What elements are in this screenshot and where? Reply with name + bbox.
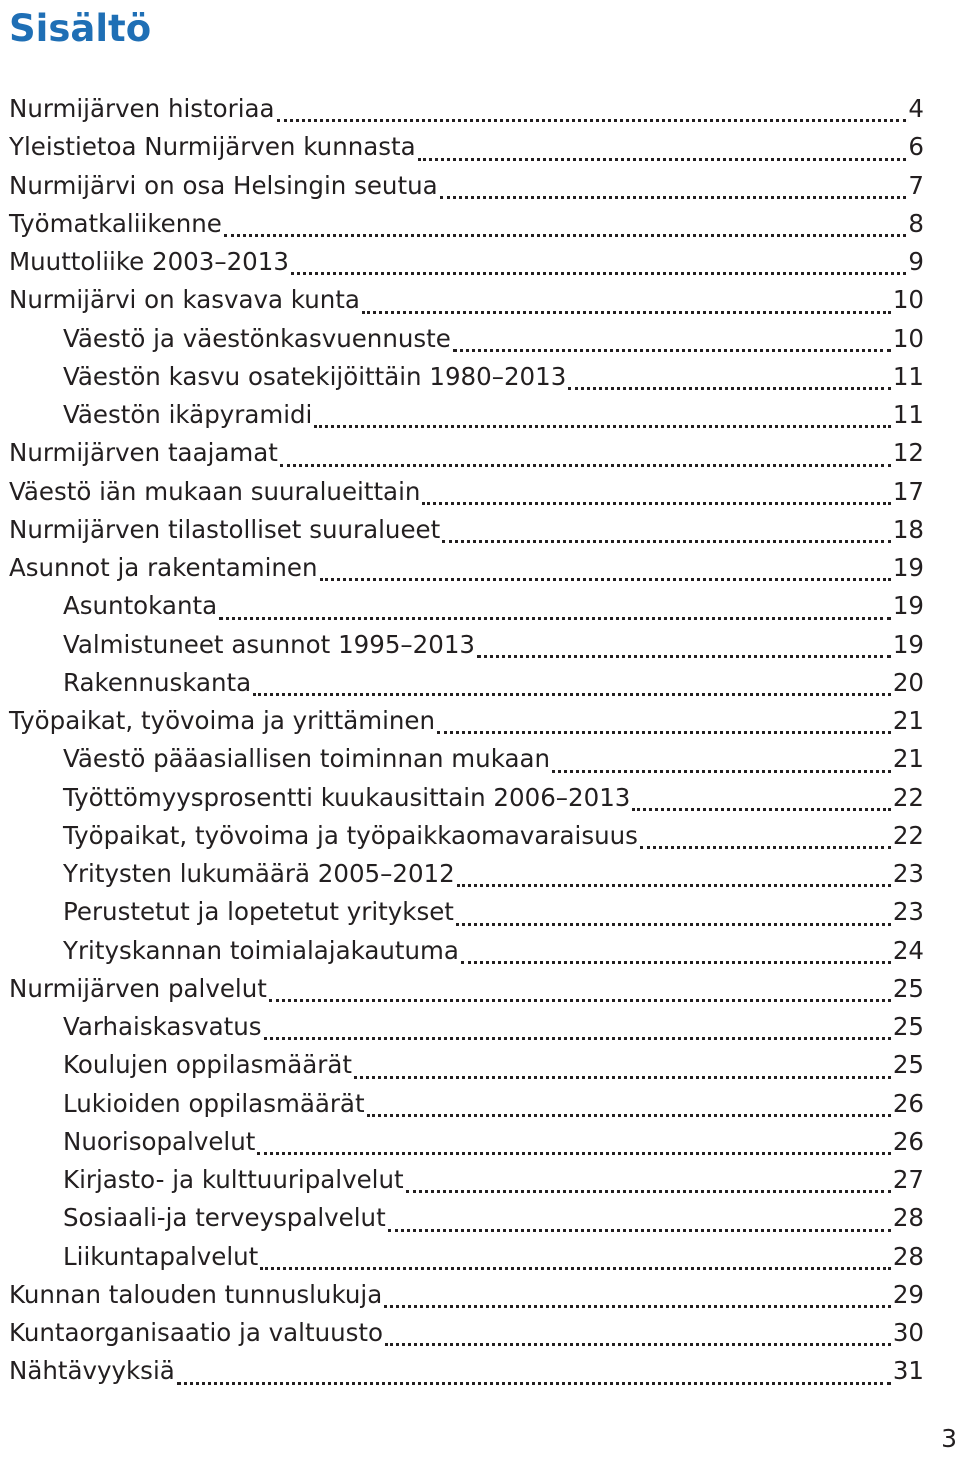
dot-leader bbox=[320, 554, 891, 581]
toc-entry-label: Kirjasto- ja kulttuuripalvelut bbox=[63, 1165, 404, 1194]
toc-entry-label: Kunnan talouden tunnuslukuja bbox=[9, 1279, 383, 1309]
toc-entry[interactable] bbox=[0, 434, 924, 472]
toc-entry-label: Nuorisopalvelut bbox=[63, 1126, 256, 1156]
toc-entry-page: 22 bbox=[892, 782, 924, 812]
dot-leader bbox=[257, 1128, 890, 1155]
toc-entry-page: 20 bbox=[892, 667, 924, 697]
toc-entry-label: Väestön ikäpyramidi bbox=[63, 400, 313, 429]
toc-entry-label: Nurmijärven taajamat bbox=[9, 438, 278, 468]
toc-entry-label: Väestön kasvu osatekijöittäin 1980–2013 bbox=[63, 361, 567, 391]
toc-entry[interactable] bbox=[0, 740, 924, 778]
toc-entry-label: Yritysten lukumäärä 2005–2012 bbox=[63, 859, 455, 888]
toc-entry-label: Nähtävyyksiä bbox=[9, 1356, 175, 1386]
toc-entry-label: Väestö pääasiallisen toiminnan mukaan bbox=[63, 744, 551, 774]
dot-leader bbox=[418, 134, 907, 161]
toc-entry[interactable] bbox=[0, 473, 924, 511]
toc-entry-label: Nurmijärven tilastolliset suuralueet bbox=[9, 514, 441, 544]
toc-entry-label: Perustetut ja lopetetut yritykset bbox=[63, 897, 454, 927]
dot-leader bbox=[384, 1281, 891, 1308]
toc-entry-page: 9 bbox=[908, 247, 924, 276]
toc-entry-page: 17 bbox=[892, 476, 924, 506]
toc-entry[interactable] bbox=[0, 281, 924, 319]
toc-entry-page: 10 bbox=[892, 285, 924, 315]
toc-entry-label: Sosiaali-ja terveyspalvelut bbox=[63, 1203, 386, 1233]
toc-entry[interactable] bbox=[0, 128, 924, 166]
toc-entry-label: Asunnot ja rakentaminen bbox=[9, 553, 318, 582]
toc-entry-page: 11 bbox=[892, 361, 924, 391]
dot-leader bbox=[440, 172, 907, 199]
toc-entry-page: 11 bbox=[892, 400, 924, 429]
toc-entry-label: Asuntokanta bbox=[63, 591, 218, 621]
toc-entry-page: 10 bbox=[892, 323, 924, 353]
dot-leader bbox=[253, 669, 891, 696]
page-title: Sisältö bbox=[9, 7, 152, 50]
toc-entry-label: Työttömyysprosentti kuukausittain 2006–2013 bbox=[63, 782, 631, 812]
toc-entry[interactable] bbox=[0, 1085, 924, 1123]
toc-entry-label: Nurmijärvi on kasvava kunta bbox=[9, 285, 360, 315]
dot-leader bbox=[632, 784, 890, 811]
dot-leader bbox=[260, 1243, 891, 1270]
toc-entry-page: 29 bbox=[892, 1279, 924, 1309]
table-of-contents bbox=[0, 90, 960, 1391]
toc-entry[interactable] bbox=[0, 1008, 924, 1046]
toc-entry-label: Rakennuskanta bbox=[63, 667, 252, 697]
toc-entry[interactable] bbox=[0, 549, 924, 587]
dot-leader bbox=[219, 593, 891, 620]
toc-entry-page: 21 bbox=[892, 744, 924, 774]
toc-entry-page: 26 bbox=[892, 1088, 924, 1118]
toc-entry-page: 28 bbox=[892, 1241, 924, 1271]
dot-leader bbox=[552, 746, 891, 773]
toc-entry-page: 19 bbox=[892, 553, 924, 582]
toc-entry[interactable] bbox=[0, 1276, 924, 1314]
toc-entry-label: Liikuntapalvelut bbox=[63, 1241, 259, 1271]
toc-entry[interactable] bbox=[0, 817, 924, 855]
dot-leader bbox=[406, 1166, 891, 1193]
dot-leader bbox=[442, 516, 891, 543]
toc-entry-label: Väestö iän mukaan suuralueittain bbox=[9, 476, 421, 506]
toc-entry[interactable] bbox=[0, 702, 924, 740]
toc-entry-page: 25 bbox=[892, 1012, 924, 1041]
toc-entry-label: Nurmijärvi on osa Helsingin seutua bbox=[9, 170, 438, 200]
toc-entry[interactable] bbox=[0, 1161, 924, 1199]
dot-leader bbox=[269, 975, 891, 1002]
toc-entry-label: Kuntaorganisaatio ja valtuusto bbox=[9, 1318, 383, 1347]
dot-leader bbox=[291, 248, 906, 275]
toc-entry[interactable] bbox=[0, 893, 924, 931]
dot-leader bbox=[177, 1358, 891, 1385]
toc-entry-label: Koulujen oppilasmäärät bbox=[63, 1050, 352, 1080]
toc-entry[interactable] bbox=[0, 1352, 924, 1390]
toc-entry-label: Valmistuneet asunnot 1995–2013 bbox=[63, 629, 476, 659]
toc-entry[interactable] bbox=[0, 1046, 924, 1084]
toc-entry[interactable] bbox=[0, 1123, 924, 1161]
toc-entry-page: 30 bbox=[892, 1318, 924, 1347]
toc-entry[interactable] bbox=[0, 932, 924, 970]
toc-entry-page: 6 bbox=[908, 132, 924, 162]
toc-entry-page: 26 bbox=[892, 1126, 924, 1156]
toc-entry[interactable] bbox=[0, 90, 924, 128]
toc-entry-label: Varhaiskasvatus bbox=[63, 1012, 262, 1041]
dot-leader bbox=[456, 899, 891, 926]
dot-leader bbox=[437, 707, 891, 734]
toc-entry-page: 24 bbox=[892, 935, 924, 965]
toc-entry[interactable] bbox=[0, 167, 924, 205]
dot-leader bbox=[453, 325, 891, 352]
dot-leader bbox=[362, 287, 891, 314]
dot-leader bbox=[388, 1205, 891, 1232]
dot-leader bbox=[477, 631, 891, 658]
toc-entry-label: Työmatkaliikenne bbox=[9, 208, 222, 238]
toc-entry-label: Työpaikat, työvoima ja yrittäminen bbox=[9, 706, 436, 735]
toc-entry[interactable] bbox=[0, 1314, 924, 1352]
toc-entry-page: 8 bbox=[908, 208, 924, 238]
toc-entry-page: 25 bbox=[892, 1050, 924, 1080]
toc-entry-page: 12 bbox=[892, 438, 924, 468]
dot-leader bbox=[264, 1013, 891, 1040]
dot-leader bbox=[422, 478, 890, 505]
toc-entry-label: Nurmijärven historiaa bbox=[9, 94, 275, 123]
toc-entry[interactable] bbox=[0, 205, 924, 243]
toc-entry[interactable] bbox=[0, 358, 924, 396]
toc-entry-page: 25 bbox=[892, 973, 924, 1003]
dot-leader bbox=[224, 210, 907, 237]
dot-leader bbox=[277, 95, 907, 122]
dot-leader bbox=[314, 401, 890, 428]
dot-leader bbox=[367, 1090, 891, 1117]
toc-entry[interactable] bbox=[0, 970, 924, 1008]
page-number: 3 bbox=[941, 1424, 957, 1453]
toc-entry-page: 31 bbox=[892, 1356, 924, 1386]
toc-entry-label: Yrityskannan toimialajakautuma bbox=[63, 935, 459, 965]
toc-entry[interactable] bbox=[0, 587, 924, 625]
toc-entry-page: 18 bbox=[892, 514, 924, 544]
toc-entry-page: 4 bbox=[908, 94, 924, 123]
dot-leader bbox=[461, 937, 891, 964]
toc-entry-label: Muuttoliike 2003–2013 bbox=[9, 247, 289, 276]
toc-entry[interactable] bbox=[0, 320, 924, 358]
dot-leader bbox=[354, 1052, 891, 1079]
toc-entry-label: Lukioiden oppilasmäärät bbox=[63, 1088, 365, 1118]
toc-entry[interactable] bbox=[0, 626, 924, 664]
toc-entry-label: Väestö ja väestönkasvuennuste bbox=[63, 323, 451, 353]
dot-leader bbox=[640, 822, 891, 849]
toc-entry-page: 27 bbox=[892, 1165, 924, 1194]
toc-entry-page: 28 bbox=[892, 1203, 924, 1233]
dot-leader bbox=[280, 440, 891, 467]
toc-entry[interactable] bbox=[0, 779, 924, 817]
toc-entry[interactable] bbox=[0, 855, 924, 893]
toc-entry-label: Nurmijärven palvelut bbox=[9, 973, 267, 1003]
toc-entry-page: 19 bbox=[892, 629, 924, 659]
toc-entry-page: 21 bbox=[892, 706, 924, 735]
toc-entry-page: 22 bbox=[892, 820, 924, 850]
toc-entry-page: 7 bbox=[908, 170, 924, 200]
toc-entry[interactable] bbox=[0, 511, 924, 549]
toc-entry[interactable] bbox=[0, 243, 924, 281]
toc-entry[interactable] bbox=[0, 1199, 924, 1237]
toc-entry[interactable] bbox=[0, 396, 924, 434]
toc-entry-label: Työpaikat, työvoima ja työpaikkaomavaraisuus bbox=[63, 820, 638, 850]
toc-entry-page: 23 bbox=[892, 859, 924, 888]
toc-entry[interactable] bbox=[0, 1238, 924, 1276]
toc-entry-label: Yleistietoa Nurmijärven kunnasta bbox=[9, 132, 416, 162]
toc-entry-page: 23 bbox=[892, 897, 924, 927]
toc-entry[interactable] bbox=[0, 664, 924, 702]
dot-leader bbox=[568, 363, 890, 390]
dot-leader bbox=[385, 1319, 891, 1346]
toc-entry-page: 19 bbox=[892, 591, 924, 621]
dot-leader bbox=[457, 860, 891, 887]
